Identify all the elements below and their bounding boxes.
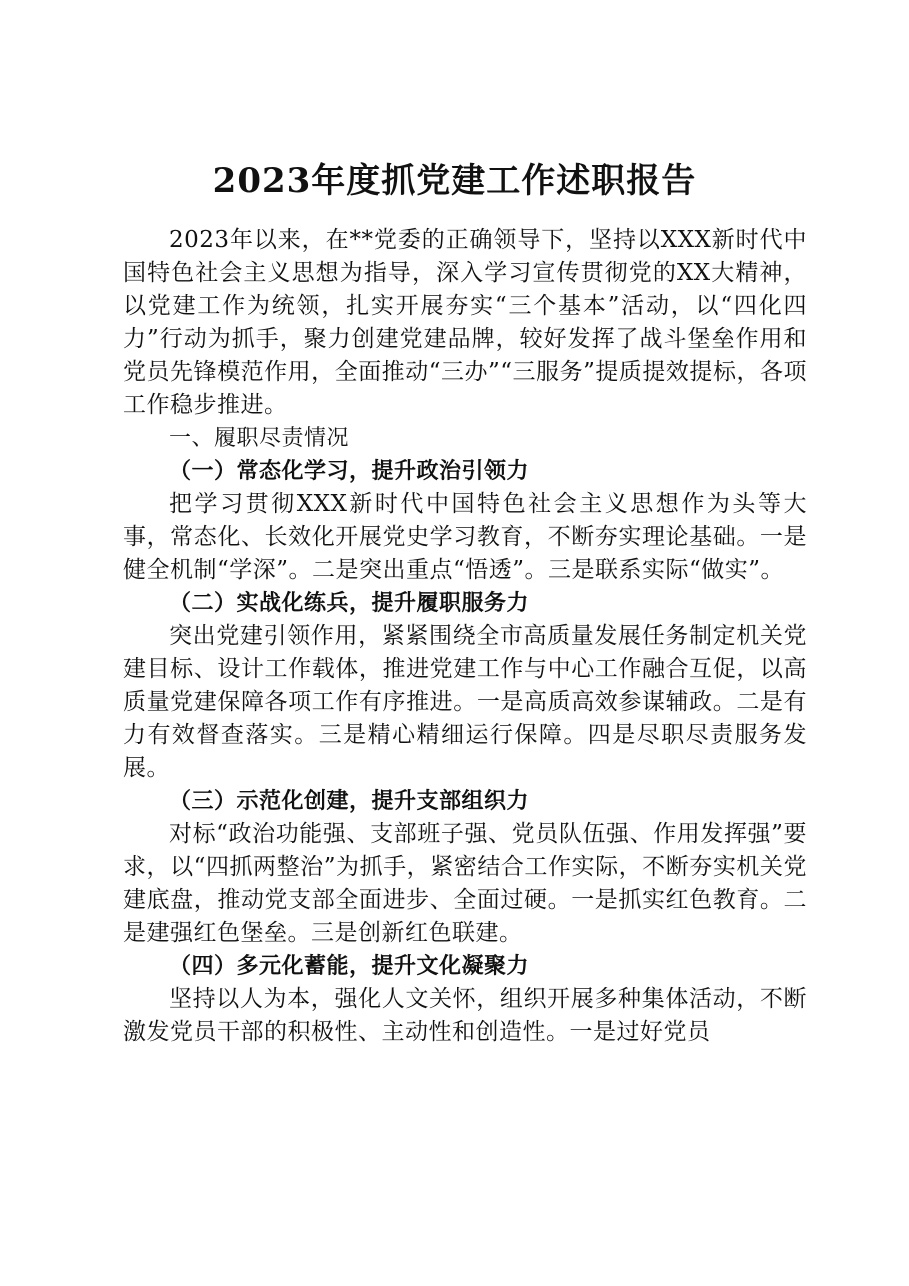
subsection-heading-1: （一）常态化学习，提升政治引领力	[169, 458, 530, 484]
subsection-heading-2: （二）实战化练兵，提升履职服务力	[169, 590, 530, 616]
subsection-body-2: 突出党建引领作用，紧紧围绕全市高质量发展任务制定机关党建目标、设计工作载体，推进党建工作与中心工作融合互促，以高质量党建保障各项工作有序推进。一是高质高效参谋辅政。二是有力有效督查落实。三是精心精细运行保障。四是尽职尽责服务发展。	[123, 623, 807, 781]
subsection-body-3: 对标“政治功能强、支部班子强、党员队伍强、作用发挥强”要求，以“四抓两整治”为抓手，紧密结合工作实际，不断夯实机关党建底盘，推动党支部全面进步、全面过硬。一是抓实红色教育。二是建强红色堡垒。三是创新红色联建。	[123, 821, 807, 946]
subsection-body-4: 坚持以人为本，强化人文关怀，组织开展多种集体活动，不断激发党员干部的积极性、主动性和创造性。一是过好党员	[123, 986, 807, 1045]
section-heading-1: 一、履职尽责情况	[169, 426, 350, 451]
intro-paragraph: 2023年以来，在**党委的正确领导下，坚持以XXX新时代中国特色社会主义思想为指导，深入学习宣传贯彻党的XX大精神，以党建工作为统领，扎实开展夯实“三个基本”活动，以“四化四力”行动为抓手，聚力创建党建品牌，较好发挥了战斗堡垒作用和党员先锋模范作用，全面推动“三办”“三服务”提质提效提标，各项工作稳步推进。	[123, 227, 807, 418]
subsection-heading-4: （四）多元化蓄能，提升文化凝聚力	[169, 953, 530, 979]
subsection-body-1: 把学习贯彻XXX新时代中国特色社会主义思想作为头等大事，常态化、长效化开展党史学习教育，不断夯实理论基础。一是健全机制“学深”。二是突出重点“悟透”。三是联系实际“做实”。	[123, 491, 807, 583]
document-title: 2023年度抓党建工作述职报告	[212, 161, 697, 201]
subsection-heading-3: （三）示范化创建，提升支部组织力	[169, 788, 530, 814]
document-body	[123, 224, 807, 1049]
